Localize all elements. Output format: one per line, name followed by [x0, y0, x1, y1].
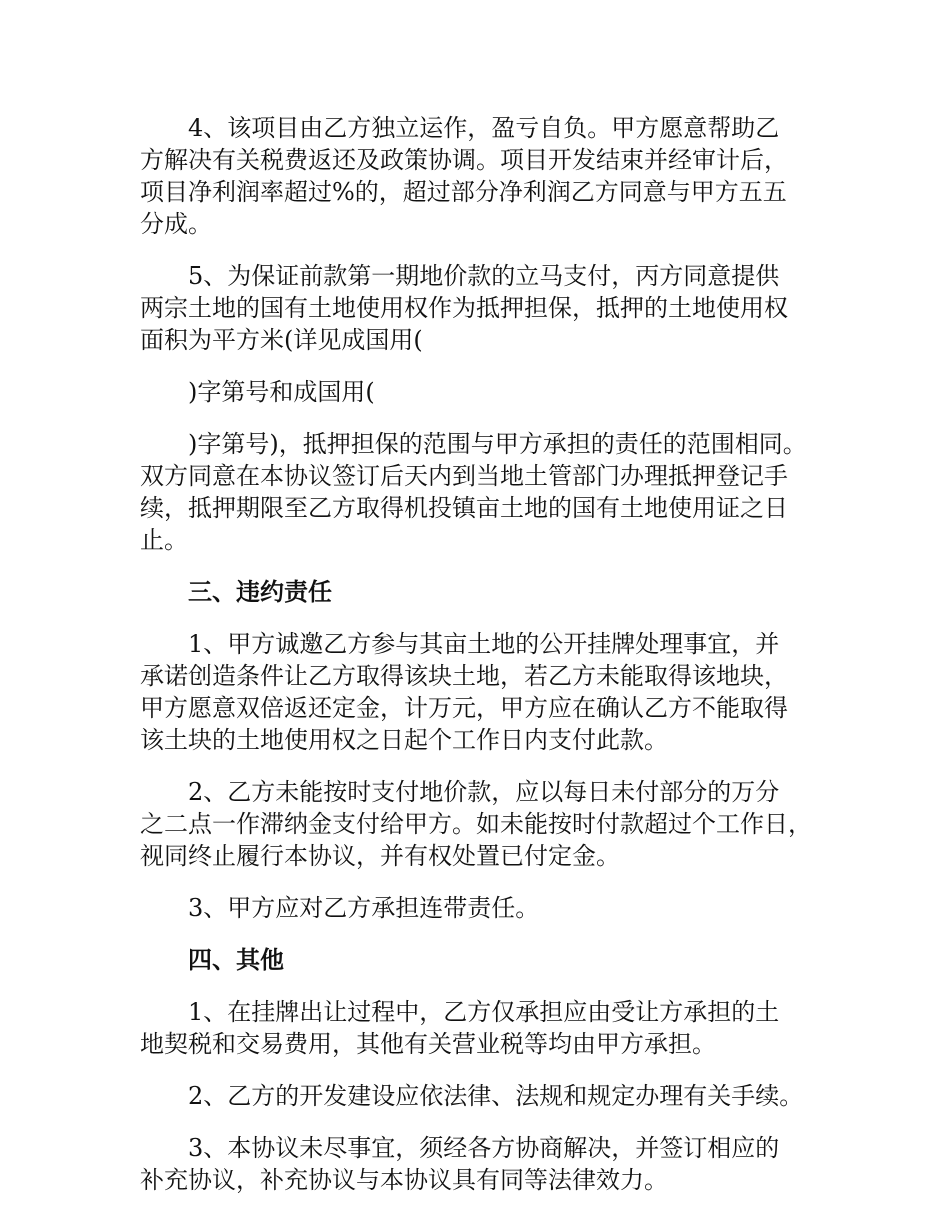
text-line: 方解决有关税费返还及政策协调。项目开发结束并经审计后， — [140, 146, 788, 174]
text-line: 补充协议，补充协议与本协议具有同等法律效力。 — [140, 1166, 668, 1194]
text-line: )字第号)，抵押担保的范围与甲方承担的责任的范围相同。 — [188, 430, 807, 458]
paragraph-other-2 — [140, 1080, 830, 1112]
text-line: 4、该项目由乙方独立运作，盈亏自负。甲方愿意帮助乙 — [188, 114, 780, 142]
paragraph-breach-3 — [140, 892, 830, 924]
text-line: 1、在挂牌出让过程中，乙方仅承担应由受让方承担的土 — [188, 998, 780, 1026]
paragraph-breach-1 — [140, 628, 830, 756]
text-line: 续，抵押期限至乙方取得机投镇亩土地的国有土地使用证之日 — [140, 494, 788, 522]
paragraph-certificate-ref-2 — [140, 428, 830, 556]
text-line: 甲方愿意双倍返还定金，计万元，甲方应在确认乙方不能取得 — [140, 694, 788, 722]
text-line: 止。 — [140, 526, 188, 554]
document-body — [140, 112, 830, 1216]
text-line: 3、本协议未尽事宜，须经各方协商解决，并签订相应的 — [188, 1134, 780, 1162]
text-line: )字第号和成国用( — [188, 378, 375, 406]
text-line: 双方同意在本协议签订后天内到当地土管部门办理抵押登记手 — [140, 462, 788, 490]
paragraph-breach-2 — [140, 776, 830, 872]
text-line: 面积为平方米(详见成国用( — [140, 326, 423, 354]
paragraph-other-3 — [140, 1132, 830, 1196]
paragraph-clause-5 — [140, 260, 830, 356]
section-heading-breach: 三、违约责任 — [188, 578, 332, 606]
text-line: 1、甲方诚邀乙方参与其亩土地的公开挂牌处理事宜，并 — [188, 630, 780, 658]
text-line: 地契税和交易费用，其他有关营业税等均由甲方承担。 — [140, 1030, 716, 1058]
text-line: 项目净利润率超过%的，超过部分净利润乙方同意与甲方五五 — [140, 178, 787, 206]
section-heading-other: 四、其他 — [188, 946, 284, 974]
text-line: 2、乙方未能按时支付地价款，应以每日未付部分的万分 — [188, 778, 780, 806]
paragraph-other-1 — [140, 996, 830, 1060]
text-line: 该土块的土地使用权之日起个工作日内支付此款。 — [140, 726, 668, 754]
text-line: 分成。 — [140, 210, 212, 238]
paragraph-clause-4 — [140, 112, 830, 240]
paragraph-certificate-ref-1 — [140, 376, 830, 408]
text-line: 之二点一作滞纳金支付给甲方。如未能按时付款超过个工作日， — [140, 810, 812, 838]
text-line: 两宗土地的国有土地使用权作为抵押担保，抵押的土地使用权 — [140, 294, 788, 322]
text-line: 视同终止履行本协议，并有权处置已付定金。 — [140, 842, 620, 870]
text-line: 5、为保证前款第一期地价款的立马支付，丙方同意提供 — [188, 262, 780, 290]
text-line: 承诺创造条件让乙方取得该块土地，若乙方未能取得该地块， — [140, 662, 788, 690]
text-line: 2、乙方的开发建设应依法律、法规和规定办理有关手续。 — [188, 1082, 804, 1110]
text-line: 3、甲方应对乙方承担连带责任。 — [188, 894, 540, 922]
